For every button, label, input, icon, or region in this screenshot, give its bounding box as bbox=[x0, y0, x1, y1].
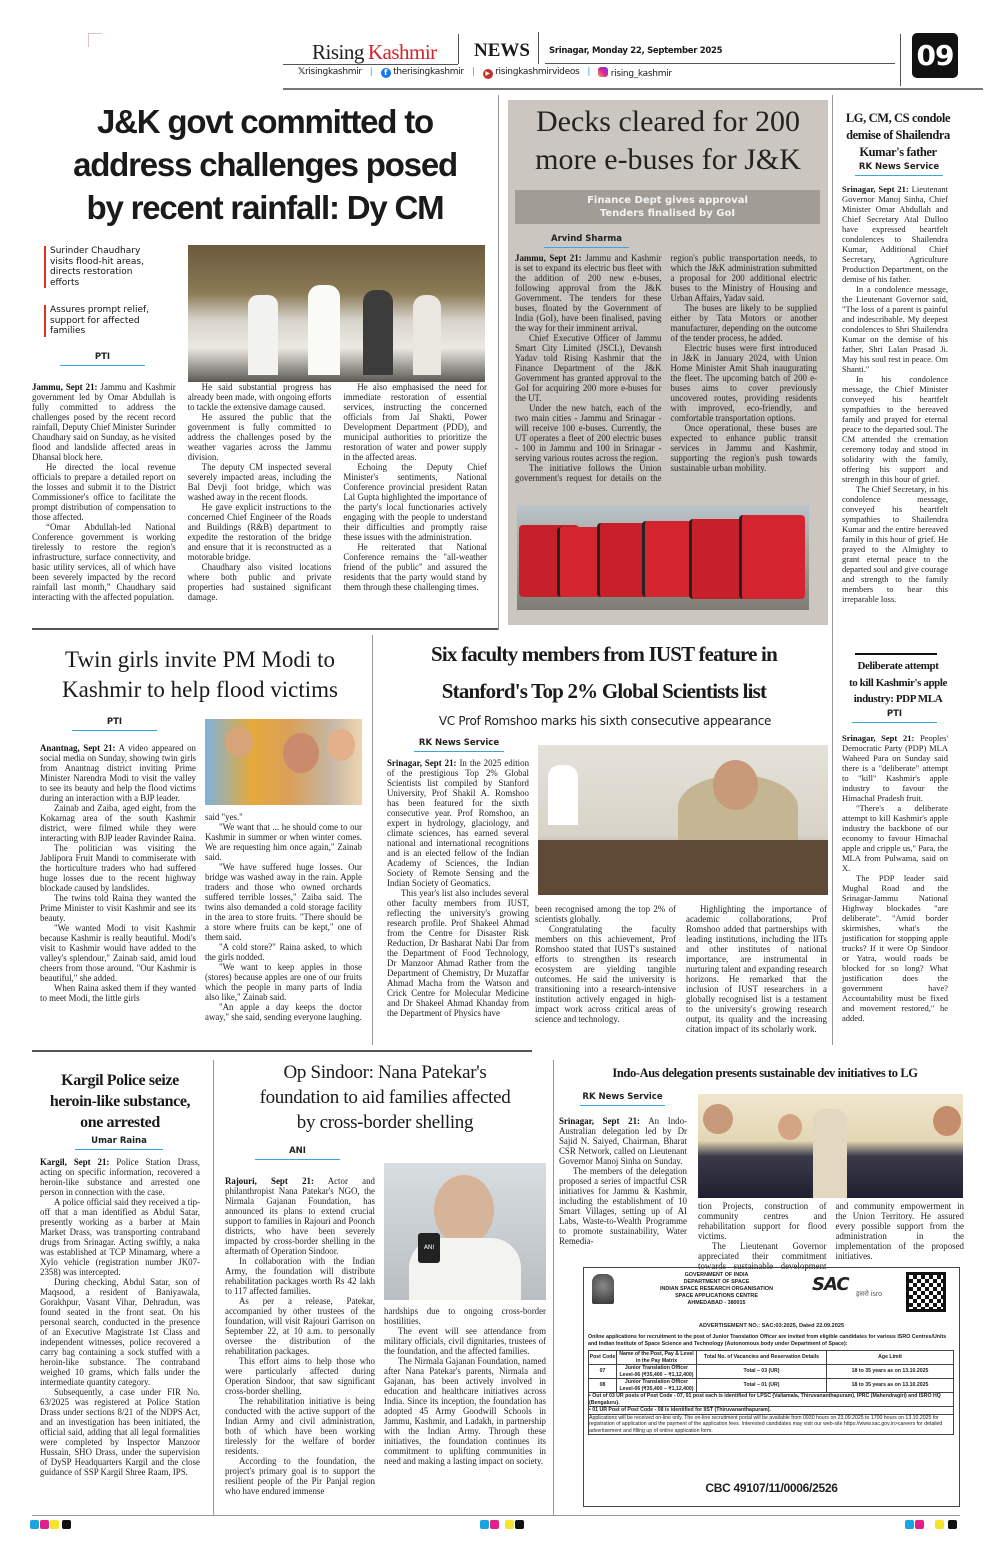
paragraph bbox=[842, 484, 948, 604]
subhead: Finance Dept gives approval bbox=[587, 195, 748, 206]
paragraph bbox=[40, 893, 196, 923]
dateline: Jammu, Sept 21: bbox=[32, 382, 98, 392]
divider bbox=[498, 95, 499, 630]
paragraph-text: In his condolence message, the Chief Minister conveyed his heartfelt sympathies to the bereaved family and prayed for eternal peace to the departed soul. The CM attended the cremation ceremony today and stood in solidarity with the family, offering his support and strength in this hour of grief. bbox=[842, 374, 948, 484]
paragraph-text: A video appeared on social media on Sunday, showing twin girls from Anantnag district inviting Prime Minister Narendra Modi to visit the valley to see its beauty and help the flood victims during an interaction with a BJP leader. bbox=[40, 743, 196, 803]
paragraph-text: The deputy CM inspected several severely impacted areas, including the Bal Devji foot bridge, which was washed away in the recent floods. bbox=[187, 462, 332, 502]
paragraph bbox=[40, 983, 196, 1003]
photo-electric-buses bbox=[517, 505, 809, 610]
paragraph-text: Police Station Drass, acting on specific information, recovered a heroin-like substance and arrested one person in connection with the case. bbox=[40, 1157, 200, 1197]
paragraph bbox=[686, 904, 827, 1034]
headline bbox=[30, 1070, 210, 1133]
paragraph-text: said "yes." bbox=[205, 812, 243, 822]
advt-intro: Online applications for recruitment to the post of Junior Translation Officer are invited from eligible candidates for various ISRO Centres/Units and Indian Institute of Space Science and Technology (Autonomous body under Department of Space): bbox=[588, 1334, 947, 1347]
table-header-row bbox=[589, 1351, 954, 1365]
paragraph bbox=[40, 1277, 200, 1387]
headline-line: foundation to aid families affected bbox=[259, 1087, 511, 1108]
article-body bbox=[225, 1176, 375, 1496]
divider bbox=[213, 1060, 214, 1515]
advt-number: ADVERTISEMENT NO.: SAC:03:2025, Dated 22.09.2025 bbox=[698, 1323, 845, 1329]
paragraph-text: "There's a deliberate attempt to kill Kashmir's apple industry the backbone of our economy to favour Himachal apple and cripple us," Para, the MLA from Pulwama, said on X. bbox=[842, 803, 948, 873]
byline: Arvind Sharma bbox=[544, 234, 629, 248]
paragraph bbox=[225, 1456, 375, 1496]
org-header bbox=[624, 1272, 809, 1307]
vacancy-table bbox=[588, 1350, 954, 1435]
paragraph-text: An Indo-Australian delegation led by Dr Sajid N. Saiyed, Chairman, Bharat CSR Network, called on Lieutenant Governor Manoj Sinha on Sunday. bbox=[559, 1116, 687, 1166]
paragraph-text: Jammu and Kashmir government led by Omar Abdullah is fully committed to address the challenges posed by the recent record rainfall, Deputy Chief Minister Surinder Chaudhary said on Sunday, as he visited flood and landslide affected areas in Dhansal block here. bbox=[32, 382, 176, 462]
brand-part-1: Rising bbox=[312, 40, 364, 64]
paragraph bbox=[40, 743, 196, 803]
issue-date: Srinagar, Monday 22, September 2025 bbox=[549, 46, 723, 56]
paragraph bbox=[225, 1396, 375, 1456]
paragraph-text: In the 2025 edition of the prestigious Top 2% Global Scientists list compiled by Stanford University, Prof Shakil A. Romshoo has been featured for the sixth consecutive year. Prof Romshoo, an expert in hydrology, glaciology, and climate sciences, has earned several national and international recognitions and is an elected fellow of the Indian Academy of Sciences, the Indian Society of Remote Sensing and the Indian Society of Geomatics. bbox=[387, 758, 530, 888]
divider bbox=[545, 63, 895, 64]
paragraph-text: The rehabilitation initiative is being conducted with the active support of the Indian Army and civil administration, both of which have been working tirelessly for the welfare of border residents. bbox=[225, 1396, 375, 1456]
article-body bbox=[40, 743, 196, 1003]
paragraph-text: The initiative follows the Union government's request for details on the region's public transportation needs, to which the J&K administration submitted a proposal for 200 additional electric buses to the Ministry of Housing and Urban Affairs, Yadav said. bbox=[515, 253, 817, 483]
paragraph bbox=[842, 184, 948, 284]
divider bbox=[372, 635, 373, 1045]
paragraph-text: Congratulating the faculty members on this achievement, Prof Romshoo stated that IUST's sustained efforts to strengthen its research ecosystem are yielding tangible outcomes. He said the university is transitioning into a research-intensive institution actively engaged in high-impact work across critical areas of science and technology. bbox=[535, 924, 676, 1024]
dateline: Srinagar, Sept 21: bbox=[387, 758, 457, 768]
paragraph bbox=[188, 412, 332, 462]
article-body bbox=[387, 758, 529, 1018]
instagram-icon bbox=[598, 67, 608, 77]
dateline: Srinagar, Sept 21: bbox=[842, 184, 909, 194]
photo-prof-romshoo bbox=[538, 745, 828, 895]
article-body bbox=[698, 1201, 964, 1271]
paragraph bbox=[387, 758, 529, 888]
table-row bbox=[589, 1379, 954, 1393]
paragraph bbox=[205, 812, 362, 822]
headline-line: demise of Shailendra bbox=[846, 128, 950, 142]
paragraph bbox=[40, 923, 196, 983]
divider bbox=[855, 653, 937, 655]
paragraph-text: The Lieutenant Governor appreciated their commitment towards sustainable development and community empowerment in the Union Territory. He assured every possible support from the administration in the implementation of the proposed initiatives. bbox=[698, 1201, 964, 1271]
paragraph bbox=[842, 374, 948, 484]
crop-mark bbox=[88, 33, 102, 47]
byline: RK News Service bbox=[414, 738, 504, 752]
paragraph-text: He said substantial progress has already been made, with ongoing efforts to tackle the extensive damage caused. bbox=[187, 382, 332, 412]
article-body bbox=[535, 904, 827, 1034]
paragraph bbox=[205, 962, 362, 1002]
paragraph bbox=[535, 904, 676, 924]
divider bbox=[832, 95, 833, 1045]
table-row bbox=[589, 1365, 954, 1379]
table-cell: Total – 03 (UR) bbox=[697, 1365, 827, 1379]
org-line: DEPARTMENT OF SPACE bbox=[683, 1279, 750, 1285]
table-cell: 07 bbox=[589, 1365, 617, 1379]
paragraph bbox=[515, 403, 662, 463]
paragraph bbox=[40, 803, 196, 843]
divider bbox=[32, 1050, 532, 1052]
paragraph bbox=[671, 343, 818, 423]
paragraph-text: The Chief Secretary, in his condolence message, conveyed his heartfelt sympathies to Shailendra Kumar and the entire bereaved family in this hour of grief. He prayed to the Almighty to grant eternal peace to the departed soul and give courage and strength to the family members to bear this irreparable loss. bbox=[842, 484, 948, 604]
article-body bbox=[515, 253, 817, 483]
paragraph-text: "A cold store?" Raina asked, to which the girls nodded. bbox=[205, 942, 362, 962]
paragraph bbox=[515, 253, 662, 333]
paragraph-text: In a condolence message, the Lieutenant Governor said, "The loss of a parent is painful and indescribable. My deepest condolences to Shri Shailendra Kumar on the demise of his father, Shri Lalan Prasad Ji. May his soul rest in peace. Om Shanti." bbox=[842, 284, 948, 374]
emblem-icon bbox=[592, 1274, 614, 1304]
sac-logo: SAC bbox=[812, 1274, 849, 1295]
facebook-icon: f bbox=[381, 68, 391, 78]
paragraph-text: The twins told Raina they wanted the Prime Minister to visit Kashmir and see its beauty. bbox=[40, 893, 196, 923]
divider bbox=[32, 628, 499, 630]
note-text: 01 UR Post of Post Code - 08 is identified for IIST (Thiruvananthapuram). bbox=[592, 1407, 771, 1413]
paragraph bbox=[387, 888, 529, 1018]
table-note: • 01 UR Post of Post Code - 08 is identified for IIST (Thiruvananthapuram). bbox=[589, 1407, 954, 1415]
dateline: Jammu, Sept 21: bbox=[515, 253, 582, 263]
paragraph-text: The Nirmala Gajanan Foundation, named after Nana Patekar's parents, Nirmala and Gajanan, has been actively involved in education and healthcare initiatives across India. Since its inception, the foundation has adopted 45 Army Goodwill Schools in Jammu, Kashmir, and Ladakh, in partnership with the Indian Army. Through these initiatives, the foundation continues its commitment to uplifting communities in need and making a lasting impact on society. bbox=[384, 1356, 546, 1466]
paragraph bbox=[205, 822, 362, 862]
column-header: Post Code bbox=[589, 1351, 617, 1365]
headline bbox=[30, 645, 370, 705]
paragraph bbox=[205, 1002, 362, 1022]
paragraph-text: Under the new batch, each of the two main cities - Jammu and Srinagar - will receive 100 e-buses. Currently, the UT operates a fleet of 200 electric buses - 100 in Jammu and 100 in Srinagar - serving various routes across the region. bbox=[515, 403, 662, 463]
paragraph-text: The buses are likely to be supplied either by Tata Motors or another manufacturer, depending on the outcome of the tender process, he added. bbox=[670, 303, 817, 343]
headline-line: to kill Kashmir's apple bbox=[848, 676, 948, 689]
microphone-icon: ANI bbox=[418, 1233, 440, 1263]
headline-line: Deliberate attempt bbox=[857, 660, 939, 672]
headline-line: address challenges posed bbox=[73, 146, 457, 183]
paragraph-text: He also emphasised the need for immediate restoration of essential services, instructing the concerned officials from Jal Shakti, Power Development Department (PDD), and municipal authorities to prioritize the restoration of water and power supply in the affected areas. bbox=[343, 382, 487, 462]
sac-advertisement bbox=[583, 1267, 960, 1507]
paragraph-text: This year's list also includes several other faculty members from IUST, reflecting the university's growing research profile. Prof Shakeel Ahmad from the Centre for Disaster Risk Reduction, Dr Basharat Nabi Dar from the Department of Food Technology, Dr Manzoor Ahmad Rather from the Department of Chemistry, Dr Muzaffar Ahmad Macha from the Watson and Crick Centre for Molecular Medicine and Dr Shakeel Ahmad Khanday from the Department of Physics have bbox=[387, 888, 529, 1018]
table-cell: Junior Translation Officer Level-06 (₹35,400 – ₹1,12,400) bbox=[617, 1365, 697, 1379]
social-handle: risingkashmirvideos bbox=[495, 67, 580, 77]
paragraph-text: Echoing the Deputy Chief Minister's sentiments, National Conference provincial president Ratan Lal Gupta highlighted the importance of the party's local functionaries actively engaging with the people to understand their difficulties and promptly raise these issues with the administration. bbox=[343, 462, 487, 542]
paragraph-text: The event will see attendance from military officials, civil dignitaries, trustees of the foundation, and the affected families. bbox=[384, 1326, 546, 1356]
paragraph-text: "We want that ... he should come to our Kashmir in summer or when winter comes. We are requesting him once again," Zainab said. bbox=[205, 822, 362, 862]
paragraph bbox=[535, 924, 676, 1024]
social-facebook bbox=[381, 67, 464, 79]
photo-twin-girls bbox=[205, 719, 362, 805]
byline: RK News Service bbox=[580, 1092, 665, 1106]
paragraph bbox=[188, 562, 332, 602]
headline bbox=[508, 103, 828, 179]
paragraph bbox=[225, 1296, 375, 1356]
social-instagram bbox=[598, 67, 672, 79]
paragraph bbox=[40, 1387, 200, 1477]
youtube-icon: ▶ bbox=[483, 69, 493, 79]
divider bbox=[283, 64, 458, 65]
highlight: Assures prompt relief, support for affected families bbox=[44, 305, 162, 337]
paragraph-text: In collaboration with the Indian Army, the foundation will distribute rehabilitation packages worth Rs 42 lakh to 117 affected families. bbox=[225, 1256, 375, 1296]
brand-logo bbox=[312, 40, 437, 65]
org-line: INDIAN SPACE RESEARCH ORGANISATION bbox=[659, 1286, 773, 1292]
social-handle: risingkashmir bbox=[304, 67, 362, 77]
headline bbox=[378, 636, 830, 710]
column-header: Name of the Post, Pay & Level in the Pay Matrix bbox=[617, 1351, 697, 1365]
paragraph-text: During checking, Abdul Satar, son of Maqsood, a resident of Baniyawala, Gorakhpur, Vasant Vihar, Dehradun, was found seated in the front seat. On his personal search, conducted in the presence of an Executive Magistrate 1st Class and independent witnesses, police recovered a carry bag containing a sock stuffed with a heroin-like substance. The contraband weighed 10 grams, which falls under the intermediate quantity category. bbox=[40, 1277, 200, 1387]
social-handle: therisingkashmir bbox=[393, 67, 464, 77]
brand-part-2: Kashmir bbox=[367, 40, 437, 64]
paragraph bbox=[32, 382, 176, 462]
headline bbox=[838, 658, 958, 708]
paragraph-text: This effort aims to help those who were particularly affected during Operation Sindoor, that saw significant cross-border shelling. bbox=[225, 1356, 375, 1396]
article-body bbox=[842, 733, 948, 1023]
paragraph bbox=[842, 873, 948, 1023]
table-cell: 08 bbox=[589, 1379, 617, 1393]
paragraph bbox=[343, 462, 487, 542]
paragraph-text: Lieutenant Governor Manoj Sinha, Chief Minister Omar Abdullah and Chief Secretary Atal Dulloo have expressed heartfelt condolences to Shailendra Kumar, Additional Chief Secretary, Agriculture Production Department, on the demise of his father. bbox=[842, 184, 948, 284]
paragraph-text: He directed the local revenue officials to prepare a detailed report on the losses and submit it to the District Commissioner's office to facilitate the prompt distribution of compensation to those affected. bbox=[32, 462, 176, 522]
paragraph bbox=[225, 1256, 375, 1296]
subhead-box bbox=[515, 190, 820, 224]
social-youtube bbox=[483, 67, 580, 79]
paragraph bbox=[225, 1176, 375, 1256]
org-line: AHMEDABAD - 380015 bbox=[687, 1300, 746, 1306]
paragraph-text: Actor and philanthropist Nana Patekar's NGO, the Nirmala Gajanan Foundation, has announced its plans to extend crucial support to families in Rajouri and Poonch districts, who have been severely impacted by cross-border shelling in the aftermath of Operation Sindoor. bbox=[225, 1176, 375, 1256]
paragraph bbox=[384, 1356, 546, 1466]
headline-line: Twin girls invite PM Modi to bbox=[65, 647, 335, 672]
headline-line: more e-buses for J&K bbox=[535, 143, 801, 176]
column-header: Total No. of Vacancies and Reservation Details bbox=[697, 1351, 827, 1365]
headline bbox=[218, 1060, 552, 1135]
paragraph-text: hardships due to ongoing cross-border hostilities. bbox=[384, 1306, 546, 1326]
headline-line: Stanford's Top 2% Global Scientists list bbox=[441, 679, 767, 703]
paragraph-text: He reiterated that National Conference remains the "all-weather friend of the public" and assured the residents that the party would stand by them through these challenging times. bbox=[343, 542, 487, 592]
divider bbox=[900, 34, 901, 86]
paragraph bbox=[40, 1197, 200, 1277]
paragraph-text: Highlighting the importance of academic collaborations, Prof Romshoo added that partnerships with leading institutions, including the IITs and other institutes of national importance, are instrumental in nurturing talent and expanding research horizons. He remarked that the inclusion of IUST researchers in a globally recognised list is a testament to the university's growing research output, its quality and the increasing citation impact of its scholarly work. bbox=[686, 904, 827, 1034]
paragraph-text: "An apple a day keeps the doctor away," she said, sending everyone laughing. bbox=[205, 1002, 362, 1022]
paragraph-text: Chief Executive Officer of Jammu Smart City Limited (JSCL), Devansh Yadav told Rising Kashmir that the Finance Department of the J&K Government has granted approval to the GoI for acquiring 200 more e-buses for the UT. bbox=[515, 333, 662, 403]
photo-nana-patekar bbox=[384, 1163, 546, 1300]
social-handle: rising_kashmir bbox=[610, 69, 672, 79]
paragraph-text: Chaudhary also visited locations where both public and private properties had sustained significant damage. bbox=[187, 562, 332, 602]
org-line: SPACE APPLICATIONS CENTRE bbox=[675, 1293, 758, 1299]
section-name: NEWS bbox=[474, 40, 530, 61]
subhead: VC Prof Romshoo marks his sixth consecutive appearance bbox=[438, 714, 772, 728]
byline: PTI bbox=[60, 352, 145, 366]
byline: RK News Service bbox=[855, 162, 943, 176]
headline-line: Kargil Police seize bbox=[61, 1072, 179, 1089]
paragraph bbox=[343, 382, 487, 462]
paragraph bbox=[671, 423, 818, 473]
table-cell: Total – 01 (UR) bbox=[697, 1379, 827, 1393]
headline-line: LG, CM, CS condole bbox=[845, 111, 951, 125]
paragraph-text: Electric buses were first introduced in J&K in January 2024, with Union Home Minister Amit Shah inaugurating the fleet. The upcoming batch of 200 e-buses aims to cover previously uncovered routes, providing residents with improved, eco-friendly, and comfortable transportation options. bbox=[670, 343, 817, 423]
highlight: Surinder Chaudhary visits flood-hit areas, directs restoration efforts bbox=[44, 246, 162, 288]
paragraph-text: Peoples' Democratic Party (PDP) MLA Waheed Para on Sunday said there is a "deliberate" attempt to "kill" Kashmir's apple industry to favour the Himachal Pradesh fruit. bbox=[842, 733, 948, 803]
dateline: Rajouri, Sept 21: bbox=[225, 1176, 314, 1186]
x-icon: 𝕏 bbox=[298, 67, 305, 77]
column-header: Age Limit bbox=[827, 1351, 954, 1365]
headline-line: Decks cleared for 200 bbox=[535, 105, 801, 138]
isro-logo: इसरो isro bbox=[856, 1291, 883, 1298]
photo-delegation-lg bbox=[698, 1094, 963, 1198]
divider bbox=[32, 1515, 960, 1516]
paragraph-text: Zainab and Zaiba, aged eight, from the Kokarnag area of the south Kashmir district, were filmed while they were interacting with BJP leader Ravinder Raina. bbox=[40, 803, 196, 843]
dateline: Kargil, Sept 21: bbox=[40, 1157, 110, 1167]
dateline: Anantnag, Sept 21: bbox=[40, 743, 116, 753]
paragraph bbox=[188, 502, 332, 562]
paragraph bbox=[40, 843, 196, 893]
paragraph bbox=[559, 1166, 687, 1246]
headline-line: J&K govt committed to bbox=[97, 103, 433, 140]
paragraph bbox=[515, 333, 662, 403]
article-body bbox=[32, 382, 487, 602]
paragraph bbox=[698, 1201, 827, 1241]
paragraph-text: The PDP leader said Mughal Road and the Srinagar-Jammu National Highway blockades "are deliberate". "Amid border skirmishes, what's the justification for stopping apple trucks? If it were Op Sindoor or Yatra, would roads be blocked for so long? What justification does the government have? Accountability must be fixed and movement restored," he added. bbox=[842, 873, 948, 1023]
paragraph-text: As per a release, Patekar, accompanied by other trustees of the foundation, will visit Rajouri Garrison on September 22, at 10 a.m. to personally oversee the distribution of the rehabilitation packages. bbox=[225, 1296, 375, 1356]
paragraph-text: "We have suffered huge losses. Our bridge was washed away in the rain. Apple traders and those who owned orchards suffered terrible losses," Zaiba said. The twins also demanded a cold storage facility in the area to store fruits. "There should be a store where fruits can be kept," one of them said. bbox=[205, 862, 362, 942]
article-body bbox=[559, 1116, 687, 1246]
paragraph-text: Jammu and Kashmir is set to expand its electric bus fleet with the addition of 200 new e-buses, following approval from the J&K Government. The tenders for these buses, floated by the Government of India (GoI), have been finalised, paving the way for their imminent arrival. bbox=[515, 253, 662, 333]
article-body bbox=[384, 1306, 546, 1466]
headline bbox=[838, 110, 958, 161]
paragraph bbox=[188, 382, 332, 412]
table-cell: 18 to 35 years as on 13.10.2025 bbox=[827, 1379, 954, 1393]
headline-line: industry: PDP MLA bbox=[853, 693, 943, 705]
divider bbox=[538, 32, 539, 64]
article-body bbox=[205, 812, 362, 1022]
headline-line: by recent rainfall: Dy CM bbox=[86, 189, 444, 226]
paragraph bbox=[40, 1157, 200, 1197]
paragraph-text: A police official said they received a tip-off that a man identified as Abdul Satar, presently working as a barber at Main Market Drass, was transporting contraband drugs from Srinagar. Acting swiftly, a naka was established at TCP Minamarg, where a Xylo vehicle (registration number JK07-2358) was intercepted. bbox=[40, 1197, 200, 1277]
paragraph-text: When Raina asked them if they wanted to meet Modi, the little girls bbox=[40, 983, 196, 1003]
masthead bbox=[0, 0, 990, 92]
headline-line: Six faculty members from IUST feature in bbox=[431, 642, 777, 666]
headline-line: heroin-like substance, bbox=[49, 1093, 191, 1110]
social-x bbox=[298, 67, 362, 79]
paragraph-text: "We wanted Modi to visit Kashmir because Kashmir is really beautiful. Modi's visit to Kashmir would have added to the valley's splendour," Zainab said, amid loud cheers from those around. "Our Kashmir is beautiful," she added. bbox=[40, 923, 196, 983]
paragraph-text: The politician was visiting the Jablipora Fruit Mandi to commiserate with the horticulture traders who had suffered huge losses due to the recent highway blockade caused by landslides. bbox=[40, 843, 196, 893]
paragraph-text: Once operational, these buses are expected to enhance public transit services in Jammu and Kashmir, supporting the region's push towards sustainable urban mobility. bbox=[670, 423, 817, 473]
paragraph-text: been recognised among the top 2% of scientists globally. bbox=[535, 904, 676, 924]
paragraph-text: The members of the delegation proposed a series of impactful CSR initiatives for Jammu & Kashmir, including the establishment of 10 Smart Villages, setting up of AI Labs, Waste-to-Wealth Programme to promote sustainability, Water Remedia- bbox=[559, 1166, 687, 1246]
headline: Indo-Aus delegation presents sustainable dev initiatives to LG bbox=[612, 1066, 918, 1080]
paragraph-text: Subsequently, a case under FIR No. 63/2025 was registered at Police Station Drass under sections 8/21 of the NDPS Act, and an investigation has been initiated, the official said, adding that all legal formalities were completed by Inspector Manzoor Hussain, SHO Drass, under the supervision of DySP Headquarters Kargil and the close guidance of SSP Kargil Shree Raam, IPS. bbox=[40, 1387, 200, 1477]
paragraph-text: "We want to keep apples in those (stores) because apples are one of our fruits which the people in many parts of India also like," Zainab said. bbox=[205, 962, 362, 1002]
paragraph bbox=[32, 462, 176, 522]
photo-dy-cm-visit bbox=[188, 245, 485, 382]
headline-line: by cross-border shelling bbox=[296, 1112, 474, 1133]
headline-line: Kumar's father bbox=[859, 145, 937, 159]
paragraph bbox=[32, 522, 176, 602]
paragraph-text: “Omar Abdullah-led National Conference government is working tirelessly to restore the region's infrastructure, surface connectivity, and basic utility services, all of which have been severely impacted by the record rainfall last month,” Chaudhary said interacting with the affected population. bbox=[32, 522, 176, 602]
article-body bbox=[842, 184, 948, 604]
table-cell: Junior Translation Officer Level-06 (₹35,400 – ₹1,12,400) bbox=[617, 1379, 697, 1393]
paragraph bbox=[225, 1356, 375, 1396]
byline: PTI bbox=[72, 717, 157, 731]
application-footer: Applications will be received on-line only. The on-line recruitment portal will be available from 0930 hours on 23.09.2025 to 1700 hours on 13.10.2025 for registration of application and the payment of the application fees. Interested candidates may visit our web-site https://www.sac.gov.in>careers for detailed advertisement and filling up of online application form. bbox=[589, 1414, 954, 1435]
paragraph-text: According to the foundation, the project's primary goal is to support the resilient people of the Pir Panjal region who have endured immense bbox=[225, 1456, 375, 1496]
paragraph bbox=[842, 803, 948, 873]
paragraph-text: He gave explicit instructions to the concerned Chief Engineer of the Roads and Buildings (R&B) department to expedite the restoration of the bridge and ensure that it is reconstructed as a motorable bridge. bbox=[187, 502, 332, 562]
dateline: Srinagar, Sept 21: bbox=[559, 1116, 640, 1126]
note-text: Out of 03 UR posts of Post Code - 07, 01 post each is identified for LPSC (Valiamala, Thiruvananthapuram), IPRC (Mahendragiri) and ISRO HQ (Bengaluru). bbox=[589, 1393, 941, 1406]
byline: ANI bbox=[255, 1146, 340, 1160]
divider bbox=[553, 1060, 554, 1515]
social-row: 𝕏risingkashmir | f therisingkashmir | ▶ risingkashmirvideos | rising_kashmir bbox=[298, 67, 672, 79]
paragraph bbox=[559, 1116, 687, 1166]
qr-code-icon bbox=[906, 1272, 946, 1312]
paragraph-text: He assured the public that the government is fully committed to address the challenges posed by the weather vagaries across the Jammu division. bbox=[187, 412, 332, 462]
headline-line: Kashmir to help flood victims bbox=[62, 677, 338, 702]
paragraph bbox=[842, 284, 948, 374]
paragraph bbox=[205, 942, 362, 962]
paragraph bbox=[205, 862, 362, 942]
divider bbox=[283, 88, 983, 90]
article-body bbox=[40, 1157, 200, 1477]
divider bbox=[458, 34, 459, 64]
page-number: 09 bbox=[912, 33, 958, 78]
headline bbox=[35, 100, 495, 229]
paragraph bbox=[384, 1326, 546, 1356]
table-cell: 18 to 35 years as on 13.10.2025 bbox=[827, 1365, 954, 1379]
byline: Umar Raina bbox=[75, 1136, 163, 1150]
subhead: Tenders finalised by GoI bbox=[599, 208, 736, 219]
org-line: GOVERNMENT OF INDIA bbox=[684, 1272, 749, 1278]
headline-line: Op Sindoor: Nana Patekar's bbox=[283, 1062, 487, 1083]
paragraph bbox=[842, 733, 948, 803]
paragraph-text: tion Projects, construction of community centres and rehabilitation support for flood victims. bbox=[698, 1201, 827, 1241]
paragraph bbox=[384, 1306, 546, 1326]
table-note: • Out of 03 UR posts of Post Code - 07, 01 post each is identified for LPSC (Valiamala, Thiruvananthapuram), IPRC (Mahendragiri) and ISRO HQ (Bengaluru). bbox=[589, 1393, 954, 1407]
paragraph bbox=[671, 303, 818, 343]
byline: PTI bbox=[852, 709, 937, 723]
dateline: Srinagar, Sept 21: bbox=[842, 733, 915, 743]
paragraph bbox=[188, 462, 332, 502]
headline-line: one arrested bbox=[80, 1114, 160, 1131]
paragraph bbox=[343, 542, 487, 592]
cbc-code: CBC 49107/11/0006/2526 bbox=[705, 1481, 838, 1495]
